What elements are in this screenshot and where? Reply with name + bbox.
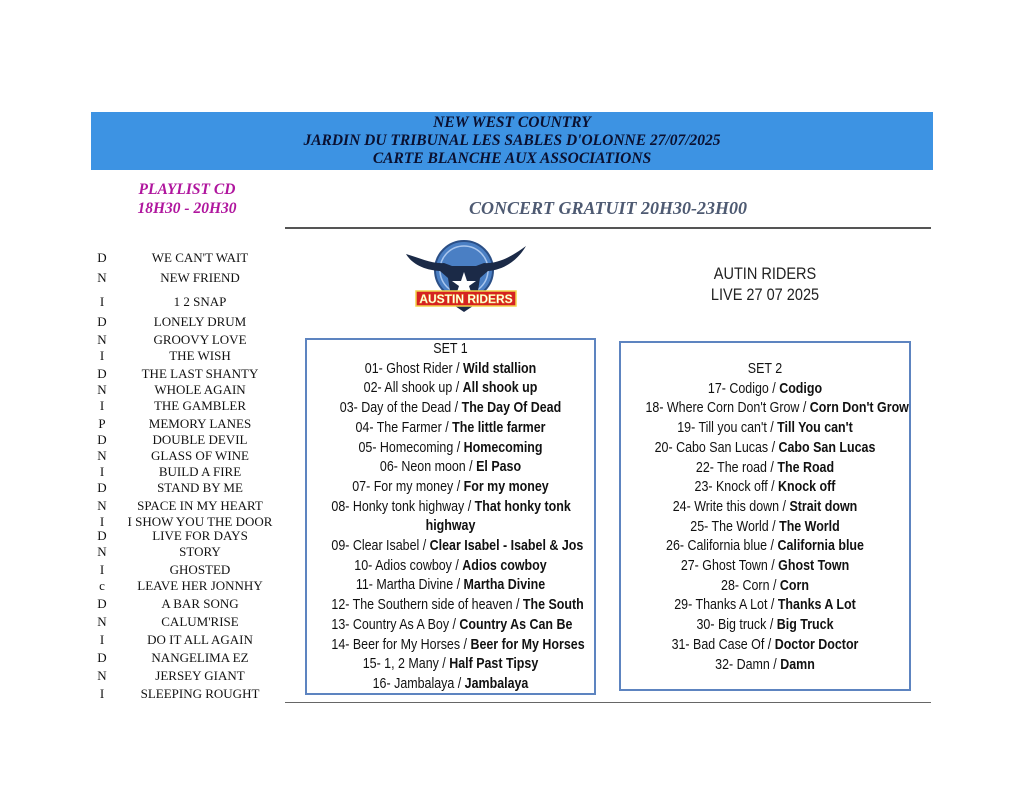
set1-title: SET 1 — [433, 340, 468, 357]
song-original-title: 14- Beer for My Horses / — [331, 635, 471, 653]
song-original-title: 27- Ghost Town / — [680, 557, 779, 574]
song-original-title: 02- All shook up / — [363, 379, 463, 397]
set1-song — [331, 457, 569, 477]
song-original-title: 23- Knock off / — [694, 478, 779, 496]
playlist-item-song: GHOSTED — [169, 562, 231, 577]
song-original-title: 04- The Farmer / — [355, 418, 453, 436]
playlist-item-code: N — [97, 668, 107, 683]
song-dance-title: All shook up — [462, 379, 538, 397]
playlist-title-line1: PLAYLIST CD — [138, 181, 236, 198]
set1-song — [331, 654, 569, 674]
song-dance-title: That honky tonk — [474, 497, 571, 515]
playlist-item-code: I — [99, 398, 105, 413]
playlist-item — [92, 382, 292, 399]
song-dance-title: Homecoming — [463, 438, 543, 456]
song-dance-title: Codigo — [779, 379, 823, 397]
playlist-item-code: D — [97, 314, 107, 329]
song-dance-title: Thanks A Lot — [777, 596, 856, 614]
playlist-item-song: STORY — [179, 544, 221, 559]
event-header — [91, 112, 933, 170]
song-original-title: 10- Adios cowboy / — [354, 556, 463, 574]
event-venue-date: JARDIN DU TRIBUNAL LES SABLES D'OLONNE 27/07/2025 — [303, 132, 721, 149]
playlist-item-code: P — [98, 416, 106, 431]
playlist-item — [92, 578, 292, 595]
playlist-item-song: STAND BY ME — [157, 480, 243, 495]
song-dance-title: The World — [779, 517, 840, 535]
playlist-item-song: THE WISH — [169, 348, 231, 363]
playlist-item-code: N — [97, 498, 107, 513]
playlist-title-line2: 18H30 - 20H30 — [137, 200, 237, 217]
set1-song — [331, 516, 569, 536]
song-dance-title: Beer for My Horses — [470, 635, 585, 653]
playlist-item — [92, 332, 292, 349]
set2-song — [645, 517, 884, 537]
playlist-item — [92, 432, 292, 449]
logo-text: AUSTIN RIDERS — [419, 292, 513, 306]
song-dance-title: The little farmer — [452, 418, 546, 436]
playlist-item-song: LIVE FOR DAYS — [152, 528, 248, 543]
song-original-title: 18- Where Corn Don't Grow / — [645, 399, 810, 417]
set1-song — [331, 398, 569, 418]
live-title-band: AUTIN RIDERS — [713, 265, 817, 283]
set2-song — [645, 497, 884, 517]
playlist-item-song: NANGELIMA EZ — [151, 650, 249, 665]
song-original-title: 03- Day of the Dead / — [339, 399, 462, 417]
set2-song — [645, 556, 884, 576]
playlist-item — [92, 448, 292, 465]
playlist-item-song: 1 2 SNAP — [173, 294, 227, 309]
playlist-item-code: I — [99, 686, 105, 701]
live-title-date: LIVE 27 07 2025 — [710, 286, 820, 304]
set1-song — [331, 418, 569, 438]
playlist-item — [92, 668, 292, 685]
song-original-title: 16- Jambalaya / — [372, 674, 465, 692]
event-name: NEW WEST COUNTRY — [433, 114, 591, 131]
playlist-item-code: N — [97, 382, 107, 397]
playlist-item-song: WHOLE AGAIN — [154, 382, 246, 397]
playlist-item — [92, 632, 292, 649]
playlist-item — [92, 348, 292, 365]
song-dance-title: For my money — [463, 477, 549, 495]
song-dance-title: Adios cowboy — [462, 556, 547, 574]
playlist-item-song: SLEEPING ROUGHT — [140, 686, 260, 701]
playlist-item-code: D — [97, 528, 107, 543]
song-dance-title: Clear Isabel - Isabel & Jos — [429, 537, 584, 554]
song-original-title: 15- 1, 2 Many / — [362, 655, 450, 673]
song-original-title: 01- Ghost Rider / — [364, 359, 464, 377]
set2-song — [645, 635, 884, 655]
set1-song — [331, 477, 569, 497]
song-original-title: 22- The road / — [695, 458, 778, 476]
playlist-item-song: WE CAN'T WAIT — [151, 250, 249, 265]
playlist-item — [92, 270, 292, 287]
divider-top — [285, 227, 931, 229]
playlist-item — [92, 480, 292, 497]
set2-song — [645, 576, 884, 596]
set1-song — [331, 378, 569, 398]
playlist-item-code: N — [97, 544, 107, 559]
playlist-item — [92, 366, 292, 383]
song-original-title: 20- Cabo San Lucas / — [654, 438, 779, 456]
song-dance-title: highway — [425, 517, 476, 535]
playlist-item — [92, 614, 292, 631]
playlist-item-code: D — [97, 432, 107, 447]
song-original-title: 17- Codigo / — [707, 379, 780, 397]
playlist-item — [92, 544, 292, 561]
playlist-item-song: THE LAST SHANTY — [141, 366, 259, 381]
set1-song — [331, 595, 584, 615]
set2-song — [645, 655, 884, 675]
playlist-item — [92, 686, 292, 703]
playlist-item-song: DO IT ALL AGAIN — [147, 632, 253, 647]
playlist-item-code: N — [97, 270, 107, 285]
song-original-title: 28- Corn / — [721, 576, 780, 594]
song-dance-title: Big Truck — [776, 616, 834, 634]
playlist-item-code: D — [97, 596, 107, 611]
set1-song — [331, 438, 569, 458]
set1-song — [331, 615, 573, 635]
playlist-item — [92, 562, 292, 579]
song-original-title: 19- Till you can't / — [677, 419, 778, 437]
playlist-item-code: D — [97, 250, 107, 265]
song-original-title: 24- Write this down / — [672, 497, 790, 515]
song-dance-title: Corn — [779, 576, 809, 594]
playlist-item-code: I — [99, 514, 105, 529]
song-original-title: 06- Neon moon / — [379, 458, 477, 476]
playlist-item — [92, 596, 292, 613]
playlist-item — [92, 650, 292, 667]
playlist-item-song: CALUM'RISE — [161, 614, 239, 629]
set2-song — [645, 595, 884, 615]
playlist-item — [92, 464, 292, 481]
playlist-item-song: LONELY DRUM — [153, 314, 247, 329]
song-dance-title: Half Past Tipsy — [449, 655, 539, 673]
set1-song — [331, 635, 585, 655]
song-original-title: 26- California blue / — [666, 537, 778, 555]
playlist-item-song: JERSEY GIANT — [155, 668, 245, 683]
song-dance-title: The South — [522, 596, 584, 614]
song-dance-title: Damn — [780, 655, 815, 673]
song-original-title: 25- The World / — [690, 517, 780, 535]
playlist-item-song: DOUBLE DEVIL — [152, 432, 248, 447]
playlist-item — [92, 314, 292, 331]
song-dance-title: Cabo San Lucas — [778, 438, 876, 456]
event-subtitle: CARTE BLANCHE AUX ASSOCIATIONS — [372, 150, 652, 167]
song-dance-title: Strait down — [789, 497, 858, 515]
song-dance-title: Till You can't — [777, 419, 853, 437]
song-original-title: 13- Country As A Boy / — [331, 615, 460, 633]
playlist-item — [92, 528, 292, 545]
playlist-item-song: MEMORY LANES — [148, 416, 252, 431]
playlist-item — [92, 498, 292, 515]
playlist-item-code: I — [99, 632, 105, 647]
song-original-title: 09- Clear Isabel / — [331, 537, 430, 554]
set1-song — [331, 359, 569, 379]
playlist-item-song: SPACE IN MY HEART — [137, 498, 263, 513]
set2-box — [619, 341, 911, 691]
song-original-title: 30- Big truck / — [696, 616, 777, 634]
set1-song — [331, 556, 569, 576]
set2-title: SET 2 — [747, 360, 783, 377]
song-dance-title: El Paso — [476, 458, 522, 476]
song-dance-title: Knock off — [778, 478, 836, 496]
playlist-item-code: N — [97, 332, 107, 347]
song-dance-title: Jambalaya — [464, 674, 529, 692]
playlist-item — [92, 398, 292, 415]
song-dance-title: California blue — [777, 537, 864, 555]
concert-title: CONCERT GRATUIT 20H30-23H00 — [468, 198, 748, 218]
song-original-title: 12- The Southern side of heaven / — [331, 596, 523, 614]
divider-bottom — [285, 702, 931, 703]
playlist-item-code: N — [97, 614, 107, 629]
song-original-title: 11- Martha Divine / — [355, 576, 464, 594]
playlist-item-code: I — [99, 562, 105, 577]
playlist-item-song: NEW FRIEND — [160, 270, 240, 285]
set1-box — [305, 338, 596, 695]
set2-song — [645, 418, 884, 438]
playlist-title — [98, 180, 276, 218]
playlist-item — [92, 294, 292, 311]
playlist-item-code: c — [99, 578, 105, 593]
song-dance-title: Corn Don't Grow — [809, 399, 909, 417]
song-dance-title: Ghost Town — [778, 557, 850, 574]
playlist-item-code: D — [97, 480, 107, 495]
playlist-item-song: A BAR SONG — [161, 596, 239, 611]
playlist-item-code: I — [99, 464, 105, 479]
set2-song — [645, 615, 884, 635]
set1-song — [331, 575, 569, 595]
playlist-item-code: I — [99, 348, 105, 363]
playlist-item-song: THE GAMBLER — [153, 398, 247, 413]
song-original-title: 31- Bad Case Of / — [671, 635, 775, 653]
playlist-item-code: D — [97, 650, 107, 665]
song-original-title: 07- For my money / — [352, 477, 464, 495]
set1-song — [331, 536, 584, 556]
set2-song — [645, 379, 884, 399]
set2-song — [645, 477, 884, 497]
set1-song — [331, 497, 569, 517]
playlist-item-song: GLASS OF WINE — [151, 448, 249, 463]
playlist-item-code: D — [97, 366, 107, 381]
playlist-item-song: LEAVE HER JONNHY — [137, 578, 263, 593]
playlist-item-code: I — [99, 294, 105, 309]
song-original-title: 29- Thanks A Lot / — [674, 596, 778, 614]
song-original-title: 32- Damn / — [715, 655, 781, 673]
song-dance-title: The Day Of Dead — [461, 399, 562, 417]
set2-song — [645, 438, 884, 458]
playlist-item-song: BUILD A FIRE — [158, 464, 242, 479]
austin-riders-logo — [402, 236, 532, 328]
song-original-title: 05- Homecoming / — [358, 438, 464, 456]
playlist-item-song: GROOVY LOVE — [153, 332, 247, 347]
live-title — [673, 264, 858, 306]
song-dance-title: Doctor Doctor — [774, 635, 859, 653]
playlist-item — [92, 250, 292, 267]
playlist-item-song: I SHOW YOU THE DOOR — [127, 514, 273, 529]
playlist-item — [92, 416, 292, 433]
set1-song — [331, 674, 569, 694]
song-original-title: 08- Honky tonk highway / — [331, 497, 475, 515]
song-dance-title: Country As Can Be — [459, 615, 573, 633]
song-dance-title: Wild stallion — [463, 359, 537, 377]
set2-song — [645, 398, 909, 418]
song-dance-title: Martha Divine — [463, 576, 546, 594]
set2-song — [645, 536, 884, 556]
song-dance-title: The Road — [777, 458, 835, 476]
set2-song — [645, 458, 884, 478]
playlist-item-code: N — [97, 448, 107, 463]
